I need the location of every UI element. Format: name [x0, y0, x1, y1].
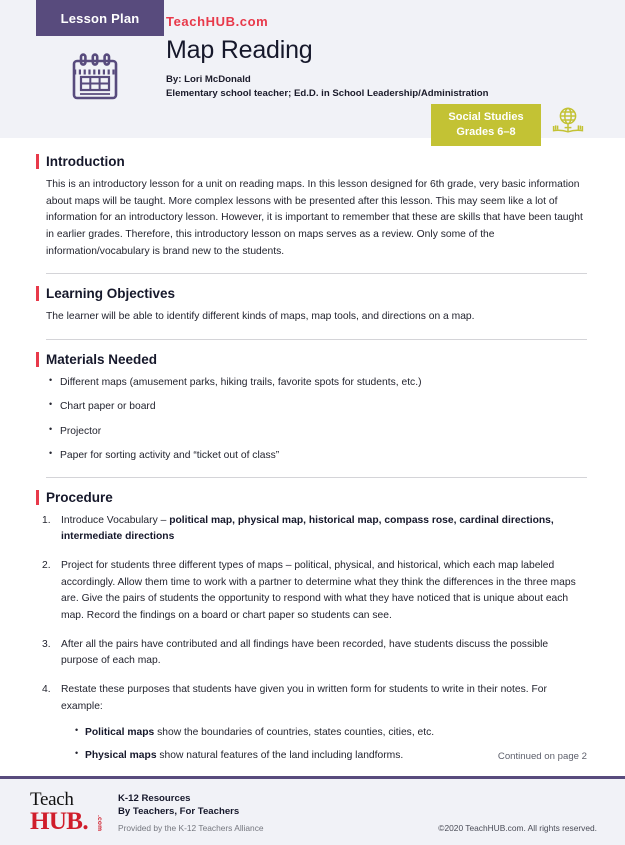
section-title: Materials Needed [46, 352, 158, 368]
grade-label: Grades 6–8 [456, 125, 516, 138]
list-item [40, 558, 587, 625]
document-body [0, 138, 625, 776]
calendar-icon [64, 50, 126, 106]
footer-tagline [118, 792, 438, 834]
example-text: show natural features of the land including landforms. [156, 750, 404, 762]
section-learning-objectives [36, 286, 587, 326]
step-number: 3. [42, 638, 51, 650]
section-divider [46, 273, 587, 274]
brand-name: TeachHUB.com [166, 14, 269, 29]
copyright-text: ©2020 TeachHUB.com. All rights reserved. [438, 823, 597, 834]
tagline-line2: By Teachers, For Teachers [118, 806, 240, 818]
step-text: Introduce Vocabulary – [61, 514, 170, 526]
section-title: Procedure [46, 489, 113, 505]
example-text: show the boundaries of countries, states counties, cities, etc. [154, 726, 435, 738]
materials-list [36, 375, 587, 464]
logo-text-top: Teach [30, 789, 74, 811]
continued-note: Continued on page 2 [497, 751, 587, 763]
section-accent-bar [36, 490, 39, 505]
title-block [166, 14, 605, 100]
logo-text-bottom: HUB. [30, 808, 89, 836]
section-accent-bar [36, 154, 39, 169]
list-item [40, 637, 587, 670]
author-name: By: Lori McDonald [166, 74, 251, 85]
step-text: After all the pairs have contributed and all findings have been recorded, have students discuss the possible purpose of each map. [61, 638, 549, 667]
page-title: Map Reading [166, 36, 313, 64]
section-procedure [36, 490, 587, 765]
list-item: • Paper for sorting activity and “ticket out of class” [49, 448, 587, 463]
step-text: Restate these purposes that students have given you in written form for students to write in their notes. For example: [61, 684, 547, 712]
list-item: • Different maps (amusement parks, hiking trails, favorite spots for students, etc.) [49, 375, 587, 390]
teachhub-logo [30, 791, 104, 835]
list-item [40, 513, 587, 546]
step-number: 1. [42, 514, 51, 526]
list-item: • Chart paper or board [49, 399, 587, 414]
section-materials-needed [36, 352, 587, 464]
provided-by-text: Provided by the K-12 Teachers Alliance [118, 823, 264, 834]
section-introduction [36, 154, 587, 260]
section-title: Learning Objectives [46, 286, 176, 302]
document-header [0, 0, 625, 138]
section-accent-bar [36, 286, 39, 301]
list-item: • Projector [49, 424, 587, 439]
step-number: 4. [42, 684, 51, 696]
tagline-line1: K-12 Resources [118, 792, 191, 804]
section-divider [46, 339, 587, 340]
section-heading-objectives [36, 286, 587, 301]
section-body [36, 177, 587, 260]
example-term: Physical maps [85, 750, 157, 762]
list-item [75, 725, 587, 741]
section-accent-bar [36, 352, 39, 367]
introduction-text: This is an introductory lesson for a unit on reading maps. In this lesson designed for 6th grade, very basic information about maps will be taught. More complex lessons with be presented after this lesson. This may seem like a lot of information for an introductory lesson. However, it is important to remember that these are skills that have been taught in earlier grades. Therefore, this introductory lesson on maps serves as a review. Only some of the information/vocabulary is brand new to the students. [46, 179, 583, 257]
logo-dotcom: .com [96, 815, 103, 832]
section-heading-materials [36, 352, 587, 367]
section-divider [46, 477, 587, 478]
section-body [36, 309, 587, 326]
globe-book-icon [549, 104, 587, 138]
author-credentials: Elementary school teacher; Ed.D. in School Leadership/Administration [166, 87, 489, 99]
step-bold-terms: political map, physical map, historical map, compass rose, cardinal directions, intermediate directions [61, 514, 554, 543]
section-heading-procedure [36, 490, 587, 505]
step-number: 2. [42, 560, 51, 572]
author-byline [166, 73, 605, 100]
section-heading-introduction [36, 154, 587, 169]
subject-label: Social Studies [448, 111, 524, 123]
procedure-list [36, 513, 587, 765]
section-title: Introduction [46, 154, 125, 169]
objectives-text: The learner will be able to identify different kinds of maps, map tools, and directions on a map. [46, 311, 475, 323]
lesson-plan-badge: Lesson Plan [36, 0, 164, 36]
step-text: Project for students three different types of maps – political, physical, and historical, which each map labeled accordingly. Allow them time to work with a partner to determine what they think the differences in the three maps are. Give the pairs of students the opportunity to respond with what they have noticed that is unique about each map. Record the findings on a board or chart paper so students can see. [61, 560, 576, 622]
example-term: Political maps [85, 726, 155, 738]
document-footer [0, 779, 625, 845]
